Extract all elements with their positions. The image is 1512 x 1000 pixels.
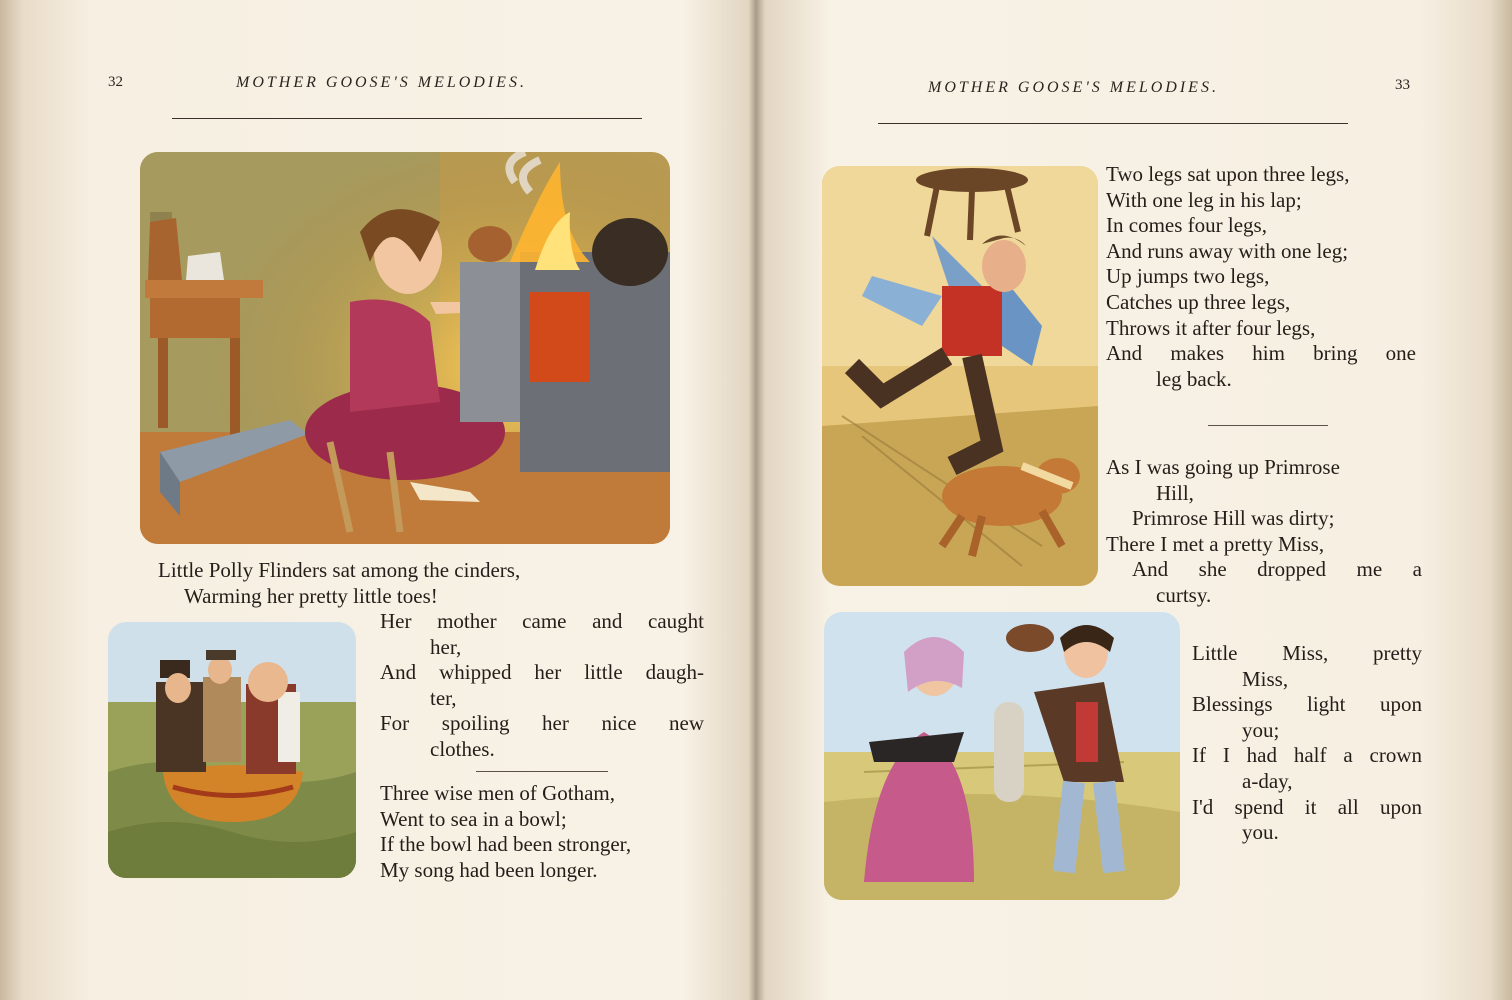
poem-line: curtsy.	[1156, 582, 1212, 607]
poem-line: Catches up three legs,	[1106, 289, 1291, 314]
poem-line: Her mother came and caught	[380, 609, 704, 633]
three-men-in-bowl-illustration	[108, 622, 356, 878]
right-page	[758, 0, 1512, 1000]
poem-line: her,	[430, 634, 462, 659]
poem-line: If the bowl had been stronger,	[380, 832, 632, 857]
poem-line: ter,	[430, 685, 457, 710]
poem-line: clothes.	[430, 736, 495, 761]
lady-and-gentleman-bowing-illustration	[824, 612, 1180, 900]
poem-line: you;	[1242, 717, 1280, 742]
poem-line: Blessings light upon	[1192, 692, 1422, 717]
primrose-hill-poem	[1106, 455, 1422, 609]
header-rule	[878, 123, 1348, 124]
poem-line: a-day,	[1242, 768, 1293, 793]
poem-line: I'd spend it all upon	[1192, 794, 1422, 819]
poem-line: Little Miss, pretty	[1192, 641, 1422, 665]
polly-flinders-poem-top	[158, 558, 678, 609]
poem-line: Throws it after four legs,	[1106, 315, 1316, 340]
poem-line: Three wise men of Gotham,	[380, 781, 616, 805]
poem-line: As I was going up Primrose	[1106, 455, 1340, 479]
poem-line: Little Polly Flinders sat among the cinders,	[158, 558, 521, 582]
poem-line: Primrose Hill was dirty;	[1132, 506, 1335, 531]
poem-line: leg back.	[1156, 366, 1232, 391]
running-man-and-dog-illustration	[822, 166, 1098, 586]
girl-by-fireplace-illustration	[140, 152, 670, 544]
poem-divider	[1208, 425, 1328, 426]
poem-line: In comes four legs,	[1106, 213, 1267, 238]
poem-line: Went to sea in a bowl;	[380, 806, 567, 831]
poem-line: And she dropped me a	[1132, 557, 1422, 582]
polly-flinders-poem-side	[380, 609, 704, 763]
poem-line: you.	[1242, 820, 1279, 845]
poem-line: With one leg in his lap;	[1106, 187, 1302, 212]
poem-line: My song had been longer.	[380, 857, 598, 882]
poem-line: And whipped her little daugh-	[380, 660, 704, 685]
header-rule	[172, 118, 642, 119]
poem-line: And makes him bring one	[1106, 341, 1416, 366]
three-wise-men-poem	[380, 781, 710, 883]
running-head: MOTHER GOOSE'S MELODIES.	[928, 79, 1219, 96]
poem-line: Warming her pretty little toes!	[184, 583, 438, 608]
poem-line: For spoiling her nice new	[380, 711, 704, 736]
page-number: 32	[108, 74, 123, 90]
poem-line: And runs away with one leg;	[1106, 238, 1349, 263]
poem-line: Two legs sat upon three legs,	[1106, 162, 1350, 186]
poem-divider	[476, 771, 608, 772]
two-legs-riddle-poem	[1106, 162, 1426, 392]
poem-line: Miss,	[1242, 666, 1289, 691]
poem-line: Up jumps two legs,	[1106, 264, 1270, 289]
running-head: MOTHER GOOSE'S MELODIES.	[236, 74, 527, 91]
little-miss-poem	[1192, 641, 1422, 846]
page-number: 33	[1395, 77, 1410, 93]
left-page	[0, 0, 750, 1000]
poem-line: Hill,	[1156, 480, 1194, 505]
poem-line: If I had half a crown	[1192, 743, 1422, 768]
poem-line: There I met a pretty Miss,	[1106, 531, 1325, 556]
